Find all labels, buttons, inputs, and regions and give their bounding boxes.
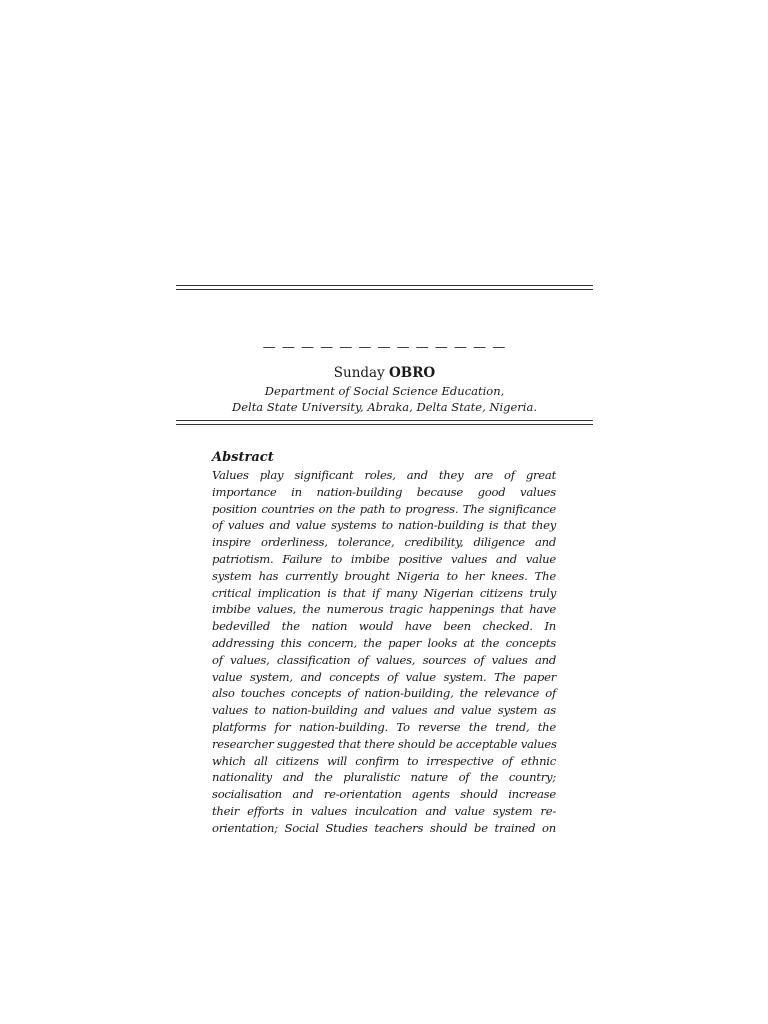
affiliation-university: Delta State University, Abraka, Delta State, Nigeria.: [231, 400, 537, 414]
abstract-line: bedevilled the nation would have been checked. In: [212, 619, 556, 634]
abstract-line: of values and value systems to nation-building is that they: [212, 518, 556, 533]
abstract-line: their efforts in values inculcation and value system re-: [212, 803, 556, 818]
bottom-double-rule: [176, 420, 593, 425]
abstract-line: of values, classification of values, sources of values and: [212, 652, 556, 667]
abstract-line: socialisation and re-orientation agents should increase: [212, 787, 556, 802]
abstract-line: nationality and the pluralistic nature of the country;: [212, 770, 556, 785]
author-given-name: Sunday: [333, 365, 385, 381]
title-placeholder-dashes: — — — — — — — — — — — — —: [262, 340, 507, 355]
abstract-line: importance in nation-building because good values: [212, 484, 556, 499]
abstract-body: [212, 467, 556, 837]
top-double-rule: [176, 285, 593, 290]
abstract-line: imbibe values, the numerous tragic happenings that have: [212, 602, 556, 617]
abstract-line: patriotism. Failure to imbibe positive values and value: [212, 551, 556, 566]
abstract-line: system has currently brought Nigeria to her knees. The: [212, 568, 556, 583]
author-surname: OBRO: [389, 365, 436, 381]
abstract-line: orientation; Social Studies teachers should be trained on: [212, 820, 556, 835]
abstract-line: Values play significant roles, and they are of great: [212, 468, 556, 482]
abstract-line: position countries on the path to progress. The significance: [212, 501, 556, 516]
abstract-line: platforms for nation-building. To reverse the trend, the: [212, 719, 556, 734]
abstract-line: addressing this concern, the paper looks at the concepts: [212, 635, 556, 650]
abstract-line: inspire orderliness, tolerance, credibility, diligence and: [212, 535, 556, 550]
abstract-line: values to nation-building and values and value system as: [212, 703, 556, 718]
affiliation-department: Department of Social Science Education,: [264, 384, 505, 398]
abstract-line: critical implication is that if many Nigerian citizens truly: [212, 585, 556, 600]
abstract-line: researcher suggested that there should be acceptable values: [212, 736, 557, 751]
author-name: [176, 365, 593, 381]
abstract-line: value system, and concepts of value system. The paper: [212, 669, 556, 684]
abstract-line: which all citizens will confirm to irrespective of ethnic: [212, 753, 556, 768]
abstract-heading: Abstract: [212, 450, 274, 465]
abstract-line: also touches concepts of nation-building, the relevance of: [212, 686, 556, 701]
